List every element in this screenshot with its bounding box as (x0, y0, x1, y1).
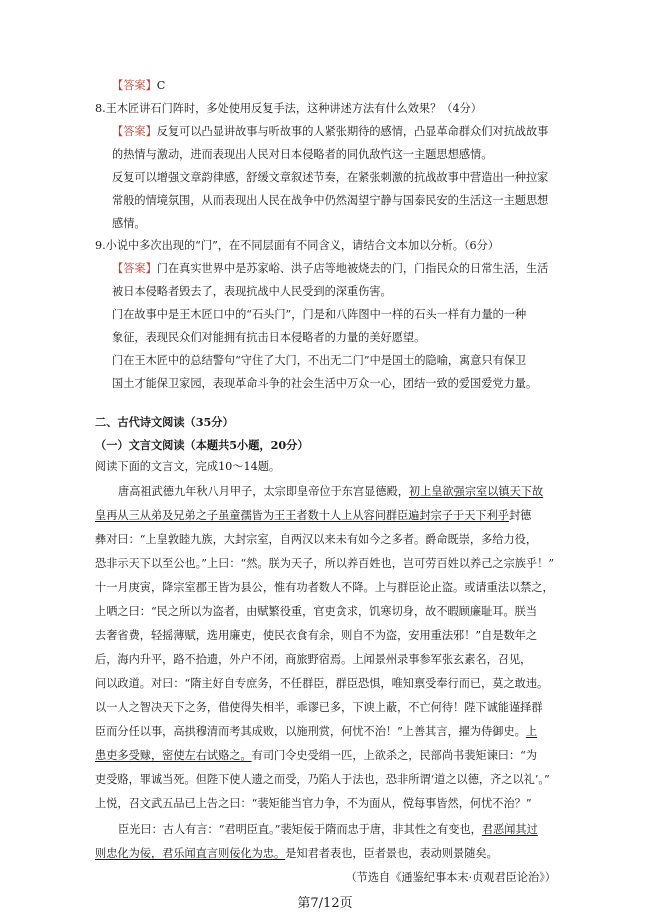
question-9: 9.小说中多次出现的“门”，在不同层面有不同含义，请结合文本加以分析。（6分） (95, 239, 500, 252)
answer-text: 门在真实世界中是苏家峪、洪子店等地被烧去的门，门指民众的日常生活，生活 (156, 262, 549, 275)
q8-answer-line-3: 反复可以增强文章韵律感，舒缓文章叙述节奏，在紧张刺激的抗战故事中营造出一种拉家 (112, 171, 549, 184)
q8-answer-line-4: 常般的情境氛围，从而表现出人民在战争中仍然渴望宁静与国泰民安的生活这一主题思想 (112, 194, 549, 207)
underlined-text: 则忠化为佞，君乐闻直言则佞化为忠。 (95, 847, 286, 860)
section-heading: 二、古代诗文阅读（35分） (95, 415, 234, 429)
q9-answer-line-4: 象征，表现民众们对能拥有抗击日本侵略者的力量的美好愿望。 (112, 331, 426, 344)
passage-text: 臣而分任以事，高拱穆清而考其成败，以施刑赏，何忧不治！”上善其言，擢为侍御史。 (95, 725, 526, 738)
q9-answer-line-5: 门在王木匠中的总结警句“守住了大门，不出无二门”中是国土的隐喻，寓意只有保卫 (112, 354, 527, 367)
underlined-text: 上 (525, 725, 538, 738)
q8-answer-line-5: 感情。 (112, 217, 146, 230)
underlined-text: 患吏多受赇，密使左右试赂之。 (95, 749, 252, 762)
q9-answer-line-6: 国土才能保卫家园，表现革命斗争的社会生活中万众一心，团结一致的爱国爱党力量。 (112, 377, 538, 390)
passage-line-10: 以一人之智决天下之务，借使得失相半，乖谬已多，下谀上蔽，不亡何待！陛下诚能谨择群 (95, 701, 543, 714)
passage-line-13: 吏受赂，罪诚当死。但陛下使人遗之而受，乃陷人于法也，恐非所谓‘道之以德，齐之以礼’。” (95, 773, 550, 786)
q8-answer-line-1 (112, 124, 548, 140)
passage-line-7: 去奢省费，轻摇薄赋，选用廉吏，使民衣食有余，则自不为盗，安用重法邪！”自是数年之 (95, 629, 538, 642)
passage-line-9: 问以政道。对曰：“隋主好自专庶务，不任群臣，群臣恐惧，唯知禀受奉行而已，莫之敢违。 (95, 677, 549, 690)
passage-line-14: 上悦，召文武五品已上告之曰：“裴矩能当官力争，不为面从，傥每事皆然，何忧不治？” (95, 797, 532, 810)
passage-line-16 (95, 846, 498, 862)
passage-line-3: 彝对曰：“上皇敦睦九族，大封宗室，自两汉以来未有如今之多者。爵命既崇，多给力役， (95, 533, 538, 546)
passage-line-8: 后，海内升平，路不拾遗，外户不闭，商旅野宿焉。上闻景州录事参军张玄素名，召见， (95, 653, 532, 666)
passage-line-5: 十一月庚寅，降宗室郡王皆为县公，惟有功者数人不降。上与群臣论止盗。或请重法以禁之， (95, 581, 554, 594)
q9-answer-line-3: 门在故事中是王木匠口中的“石头门”，门是和八阵图中一样的石头一样有力量的一种 (112, 308, 527, 321)
answer-tag: 【答案】 (112, 125, 157, 138)
answer-line-prev (112, 78, 165, 94)
passage-text: 臣光曰：古人有言：“君明臣直。”裴矩佞于隋而忠于唐，非其性之有变也， (118, 823, 482, 836)
passage-line-6: 上哂之曰：“民之所以为盗者，由赋繁役重，官吏贪求，饥寒切身，故不暇顾廉耻耳。朕当 (95, 605, 538, 618)
reading-instruction: 阅读下面的文言文，完成10～14题。 (95, 460, 281, 473)
passage-text: 是知君者表也，臣者景也，表动则景随矣。 (285, 847, 498, 860)
underlined-text: 初上皇欲强宗室以镇天下故 (408, 485, 544, 498)
passage-line-15 (118, 822, 538, 838)
q9-answer-line-1 (112, 261, 548, 277)
passage-line-11 (95, 724, 537, 740)
sub-section-heading: （一）文言文阅读（本题共5小题，20分） (95, 438, 309, 452)
passage-line-12 (95, 748, 537, 764)
underlined-text: 君恶闻其过 (481, 823, 538, 836)
passage-line-1 (118, 484, 543, 500)
passage-text: 封德 (508, 509, 532, 522)
answer-tag: 【答案】 (112, 262, 157, 275)
q8-answer-line-2: 的热情与激动，进而表现出人民对日本侵略者的同仇敌忾这一主题思想感情。 (112, 148, 493, 161)
answer-tag: 【答案】 (112, 79, 157, 92)
question-8: 8.王木匠讲石门阵时，多处使用反复手法，这种讲述方法有什么效果？（4分） (95, 102, 482, 115)
passage-line-2 (95, 508, 531, 524)
passage-line-4: 恐非示天下以至公也。”上曰：“然。朕为天子，所以养百姓也，岂可劳百姓以养己之宗族乎！” (95, 557, 555, 570)
q9-answer-line-2: 被日本侵略者毁去了，表现抗战中人民受到的深重伤害。 (112, 285, 392, 298)
passage-text: 有司门令史受绢一匹，上欲杀之，民部尚书裴矩谏曰：“为 (251, 749, 538, 762)
underlined-text: 皇再从三从弟及兄弟之子虽童孺皆为王王者数十人上从容问群臣遍封宗子于天下利乎 (95, 509, 509, 522)
answer-text: 反复可以凸显讲故事与听故事的人紧张期待的感情，凸显革命群众们对抗战故事 (156, 125, 549, 138)
page-number: 第7/12页 (297, 896, 353, 911)
answer-text: C (156, 79, 166, 92)
passage-text: 唐高祖武德九年秋八月甲子，太宗即皇帝位于东宫显德殿， (118, 485, 409, 498)
source-citation: （节选自《通鉴纪事本末·贞观君臣论治》） (345, 871, 556, 884)
